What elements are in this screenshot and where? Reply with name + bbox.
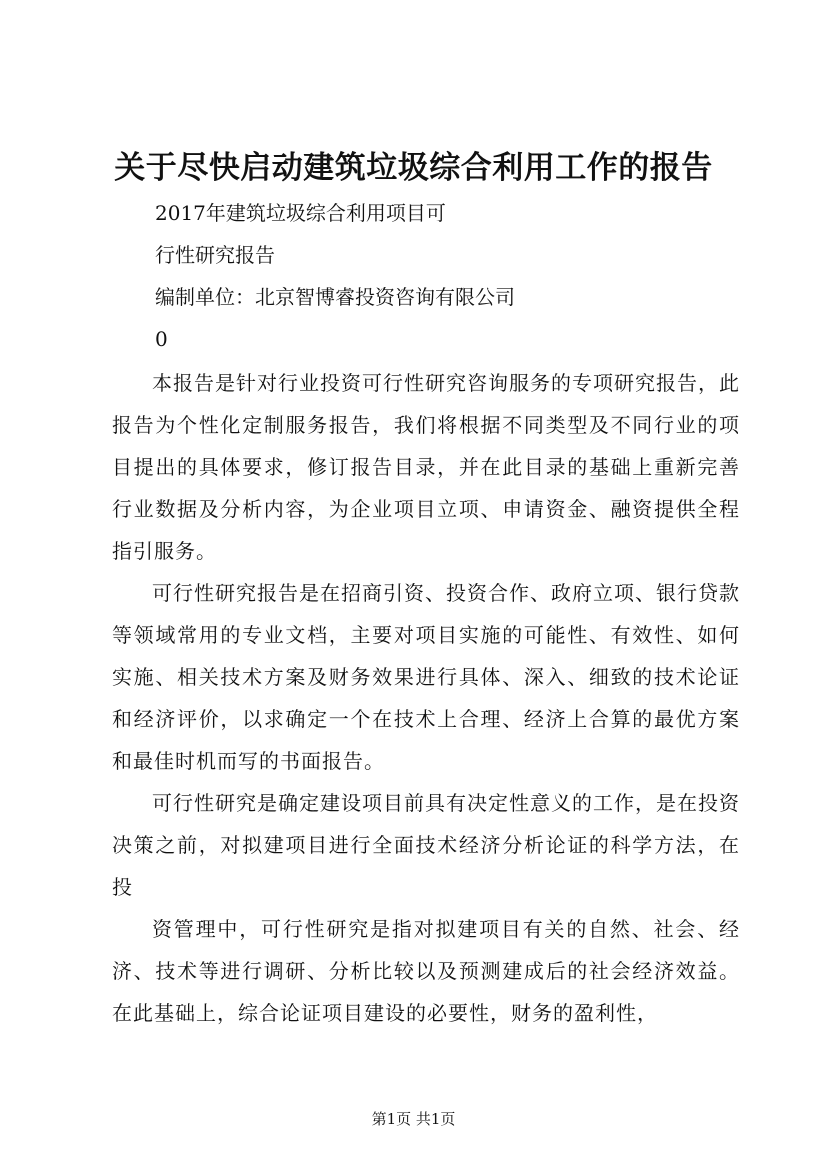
document-body (112, 362, 740, 1034)
report-subtitle-line-2: 行性研究报告 (155, 243, 275, 267)
paragraph: 可行性研究是确定建设项目前具有决定性意义的工作，是在投资决策之前，对拟建项目进行全面技术经济分析论证的科学方法，在投 (112, 791, 740, 899)
report-subtitle-line-1: 2017年建筑垃圾综合利用项目可 (155, 201, 446, 225)
paragraph: 本报告是针对行业投资可行性研究咨询服务的专项研究报告，此报告为个性化定制服务报告，我们将根据不同类型及不同行业的项目提出的具体要求，修订报告目录，并在此目录的基础上重新完善行业数据及分析内容，为企业项目立项、申请资金、融资提供全程指引服务。 (112, 371, 740, 563)
page-footer: 第1页 共1页 (371, 1110, 456, 1128)
document-title: 关于尽快启动建筑垃圾综合利用工作的报告 (114, 150, 713, 186)
number-line: 0 (155, 327, 168, 351)
paragraph: 资管理中，可行性研究是指对拟建项目有关的自然、社会、经济、技术等进行调研、分析比较以及预测建成后的社会经济效益。在此基础上，综合论证项目建设的必要性，财务的盈利性， (112, 917, 740, 1025)
paragraph: 可行性研究报告是在招商引资、投资合作、政府立项、银行贷款等领域常用的专业文档，主要对项目实施的可能性、有效性、如何实施、相关技术方案及财务效果进行具体、深入、细致的技术论证和经济评价，以求确定一个在技术上合理、经济上合算的最优方案和最佳时机而写的书面报告。 (112, 581, 740, 773)
compiler-line: 编制单位：北京智博睿投资咨询有限公司 (155, 285, 515, 309)
